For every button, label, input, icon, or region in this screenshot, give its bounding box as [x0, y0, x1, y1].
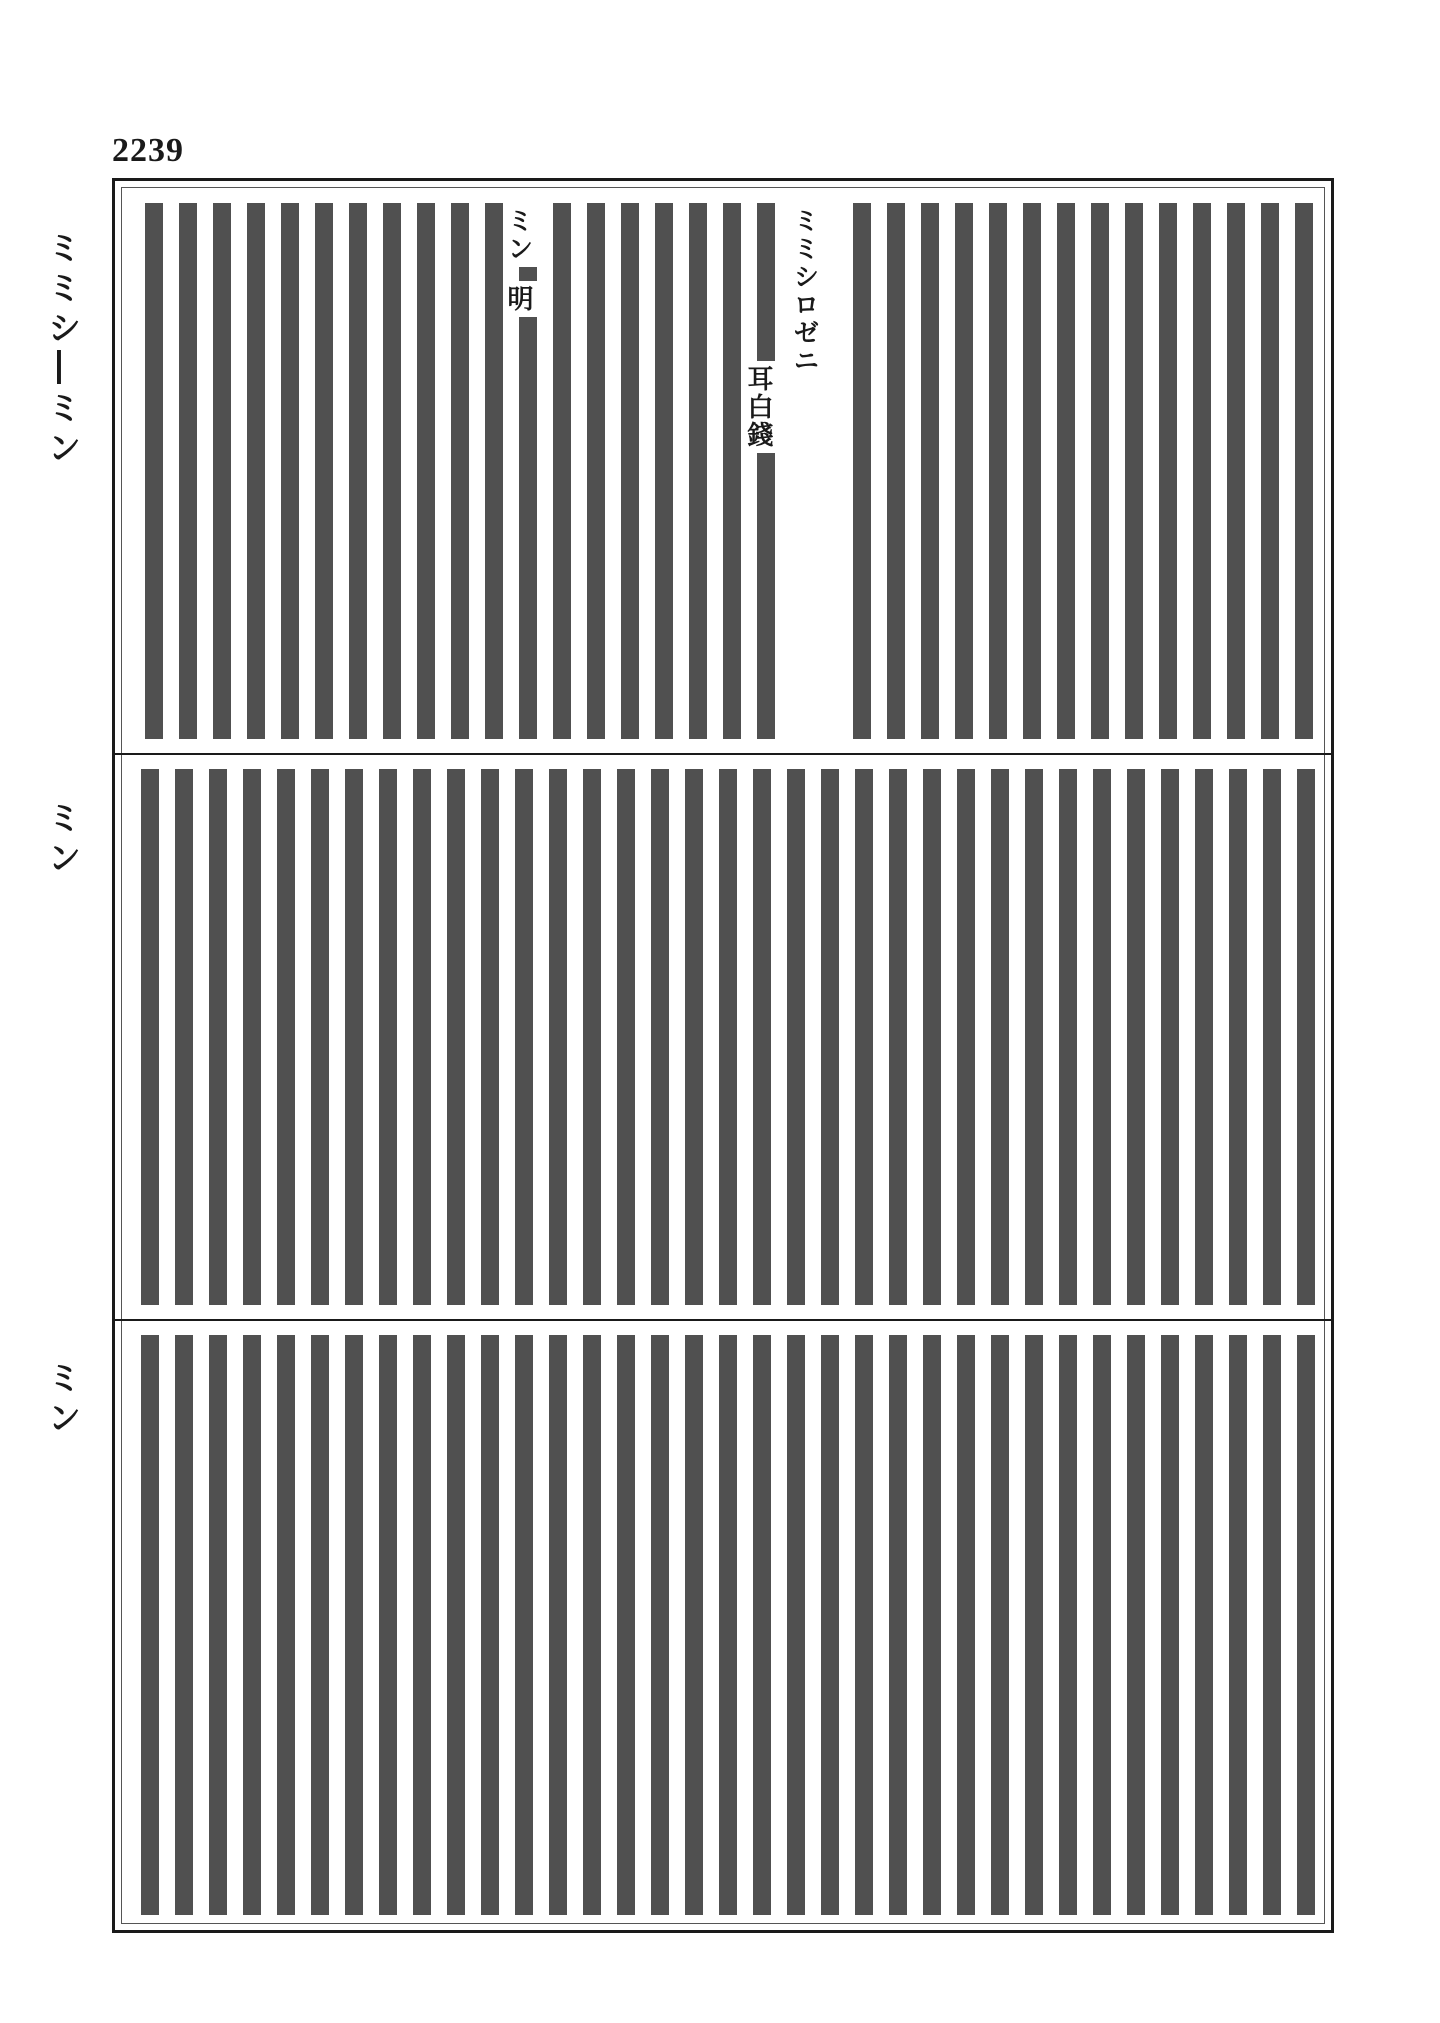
headword-mimishiro-zeni: ミミシロゼニ — [789, 203, 823, 379]
headword-mimishiro-zeni-kanji: 耳白錢 — [743, 361, 777, 453]
page-frame — [112, 178, 1334, 1933]
body-text-lower — [135, 1335, 1315, 1915]
row-divider-upper — [115, 753, 1331, 755]
page-number: 2239 — [112, 132, 184, 169]
margin-label-middle: ミン — [41, 800, 81, 880]
margin-label-bottom: ミン — [41, 1360, 81, 1440]
margin-label-top: ミミシ―ミン — [41, 230, 81, 470]
body-text-upper-right — [845, 203, 1313, 739]
headword-min-kanji: 明 — [503, 281, 537, 317]
body-text-upper-left — [135, 203, 775, 739]
row-divider-lower — [115, 1319, 1331, 1321]
headword-min: ミン — [503, 203, 537, 267]
body-text-middle — [135, 769, 1315, 1305]
